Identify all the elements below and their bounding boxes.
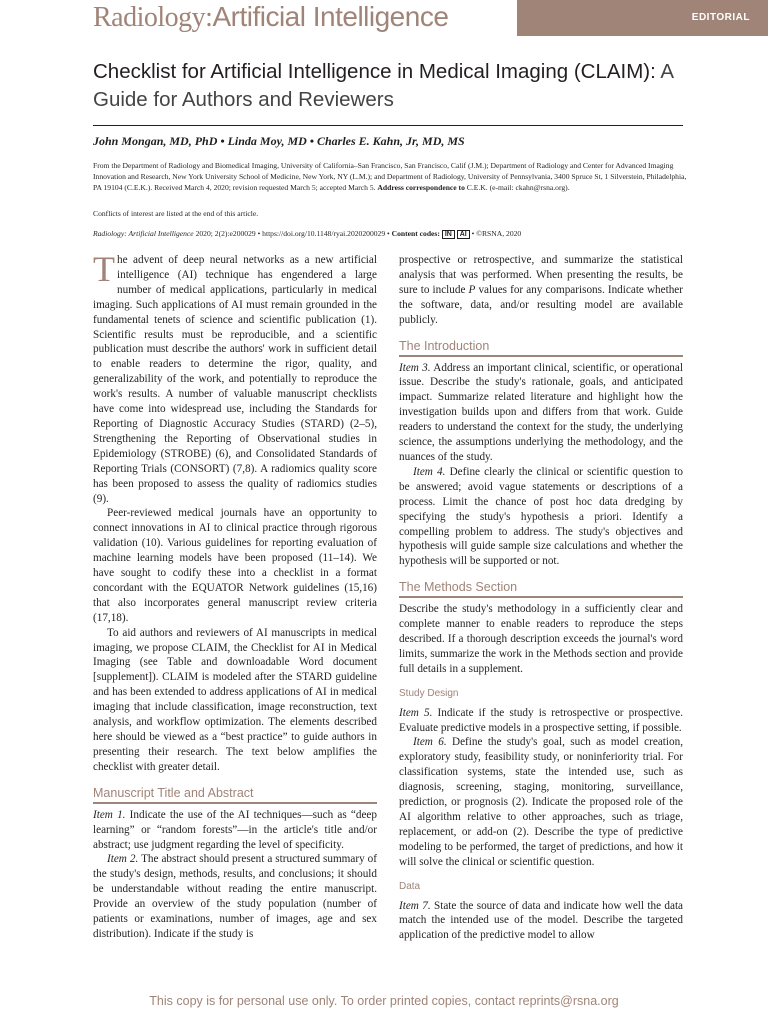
citation-doi[interactable]: https://doi.org/10.1148/ryai.2020200029: [262, 229, 386, 238]
content-codes-label: Content codes:: [391, 229, 440, 238]
section-label: EDITORIAL: [691, 12, 750, 23]
item-7-label: Item 7.: [399, 899, 431, 912]
affiliation-text: From the Department of Radiology and Biomedical Imaging, University of California–San Francisco, San Francisco, Calif (J.M.); Department of Radiology and Center for Advanced Imaging Innovation and Research, New York University School of Medicine, New York, NY (L.M.); and Department of Radiology, University of Pennsylvania, 3400 Spruce St, 1 Silverstein, Philadelphia, PA 19104 (C.E.K.). Received March 4, 2020; revision requested March 5; accepted March 5.: [93, 161, 687, 192]
correspondence-text: C.E.K. (e-mail: ckahn@rsna.org).: [466, 183, 570, 192]
intro-paragraph-3: To aid authors and reviewers of AI manuscripts in medical imaging, we propose CLAIM, the Checklist for AI in Medical Imaging (see Table and downloadable Word document [supplement]). CLAIM is modeled after the STARD guideline and has been extended to address applications of AI in medical imaging that include classification, image reconstruction, text analysis, and workflow optimization. The elements described here should be viewed as a “best practice” to guide authors in presenting their research. The text below amplifies the checklist with greater detail.: [93, 626, 377, 773]
subsection-heading-data: Data: [399, 880, 421, 892]
continuation-text-b: values for any comparisons. Indicate whether the software, data, and/or resulting model are available publicly.: [399, 283, 684, 326]
item-1-text: Indicate the use of the AI techniques—such as “deep learning” or “random forests”—in the article's title and/or abstract; use judgment regarding the level of specificity.: [93, 808, 377, 851]
citation-volume: 2020; 2(2):e200029: [195, 229, 256, 238]
right-column: [399, 253, 683, 943]
item-2: [93, 852, 377, 941]
item-6-label: Item 6.: [413, 736, 447, 749]
title-main: Checklist for Artificial Intelligence in Medical Imaging (CLAIM):: [93, 60, 656, 83]
section-heading-methods: The Methods Section: [399, 579, 683, 598]
section-heading-introduction: The Introduction: [399, 338, 683, 357]
intro-text-1: he advent of deep neural networks as a new artificial intelligence (AI) technique has engendered a large number of medical applications, particularly in medical imaging. Such applications of AI must remain grounded in the fundamental tenets of science and scientific publication (1). Scientific results must be reproducible, and a scientific publication must describe the authors' work in sufficient detail to enable readers to determine the rigor, quality, and generalizability of the work, and potentially to reproduce the work's results. A number of valuable manuscript checklists have come into widespread use, including the Standards for Reporting of Diagnostic Accuracy Studies (STARD) (2–5), Strengthening the Reporting of Observational studies in Epidemiology (STROBE) (6), and Consolidated Standards of Reporting Trials (CONSORT) (7,8). A radiomics quality score has been proposed to assess the quality of radiomics studies (9).: [93, 254, 377, 505]
subsection-heading-study-design: Study Design: [399, 687, 459, 699]
content-code-in: IN: [442, 230, 455, 239]
item-4: [399, 465, 683, 569]
item-7: [399, 899, 683, 944]
citation-journal: Radiology: Artificial Intelligence: [93, 229, 194, 238]
abstract-continuation: [399, 253, 683, 328]
citation-line: Radiology: Artificial Intelligence 2020; 2(2):e200029 • https://doi.org/10.1148/ryai.2020200029 • Content codes: IN AI • ©RSNA, 2020: [93, 229, 522, 238]
section-heading-title-abstract: Manuscript Title and Abstract: [93, 785, 377, 804]
article-title: [93, 58, 693, 114]
left-column: [93, 249, 377, 942]
item-3-text: Address an important clinical, scientific, or operational issue. Describe the study's rationale, goals, and anticipated impact. Summarize related literature and highlight how the investigation builds upon and differs from that work. Guide readers to understand the context for the study, the underlying science, the assumptions underlying the methodology, and the nuances of the study.: [399, 361, 683, 463]
reprint-footer: This copy is for personal use only. To order printed copies, contact reprints@rsna.org: [149, 994, 619, 1008]
continuation-text-a: prospective or retrospective, and summarize the statistical analysis that was performed. When presenting the results, be sure to include: [399, 254, 683, 296]
drop-cap: T: [93, 249, 115, 289]
author-list: John Mongan, MD, PhD • Linda Moy, MD • Charles E. Kahn, Jr, MD, MS: [93, 134, 465, 148]
item-2-label: Item 2.: [107, 853, 139, 866]
journal-name-part1: Radiology:: [93, 2, 213, 33]
journal-name-part2: Artificial Intelligence: [212, 1, 449, 32]
item-1: [93, 808, 377, 853]
copyright: ©RSNA, 2020: [476, 229, 522, 238]
intro-paragraph-1: [93, 249, 377, 506]
item-6-text: Define the study's goal, such as model creation, exploratory study, feasibility study, or noninferiority trial. For classification systems, state the intended use, such as diagnosis, screening, staging, monitoring, surveillance, prediction, or prognosis (2). Indicate the proposed role of the AI algorithm relative to other approaches, such as triage, replacement, or add-on (2). Describe the type of predictive modeling to be performed, the target of predictions, and how it will solve the clinical or scientific question.: [399, 736, 683, 868]
item-2-text: The abstract should present a structured summary of the study's design, methods, results, and conclusions; it should be understandable without reading the entire manuscript. Provide an overview of the study population (number of patients or examinations, number of images, age and sex distribution). Indicate if the study is: [93, 853, 377, 940]
item-3-label: Item 3.: [399, 361, 431, 374]
item-4-text: Define clearly the clinical or scientific question to be answered; avoid vague statements or descriptions of a process. Limit the chance of post hoc data dredging by specifying the study's hypothesis a priori. Identify a compelling problem to address. The study's objectives and hypothesis will guide sample size calculations and whether the hypothesis will be supported or not.: [399, 465, 683, 568]
item-1-label: Item 1.: [93, 808, 126, 821]
item-6: [399, 735, 683, 869]
p-value-symbol: P: [468, 283, 476, 296]
intro-paragraph-2: Peer-reviewed medical journals have an opportunity to connect innovations in AI to clinical practice through rigorous validation (10). Various guidelines for reporting evaluation of machine learning models have been proposed (11–14). We have sought to codify these into a checklist in a format concordant with the EQUATOR Network guidelines (15,16) that also incorporates general manuscript review criteria (17,18).: [93, 507, 377, 624]
item-5-text: Indicate if the study is retrospective or prospective. Evaluate predictive models in a prospective setting, if possible.: [399, 706, 683, 734]
content-code-ai: AI: [457, 230, 470, 239]
title-divider: [93, 125, 683, 126]
item-5: [399, 706, 683, 736]
conflicts-note: Conflicts of interest are listed at the end of this article.: [93, 209, 259, 218]
methods-intro: Describe the study's methodology in a sufficiently clear and complete manner to enable readers to reproduce the steps described. If a thorough description exceeds the journal's word limits, summarize the work in the Methods section and provide full details in a supplement.: [399, 603, 683, 675]
item-3: [399, 361, 683, 465]
item-4-label: Item 4.: [413, 465, 446, 478]
correspondence-label: Address correspondence to: [377, 183, 465, 192]
affiliations: [93, 160, 689, 193]
title-subtitle: A Guide for Authors and Reviewers: [93, 60, 673, 111]
journal-name: [93, 0, 448, 35]
item-7-text: State the source of data and indicate how well the data match the intended use of the model. Describe the targeted application of the predictive model to allow: [399, 899, 684, 942]
item-5-label: Item 5.: [399, 706, 433, 719]
section-badge: [517, 0, 768, 36]
